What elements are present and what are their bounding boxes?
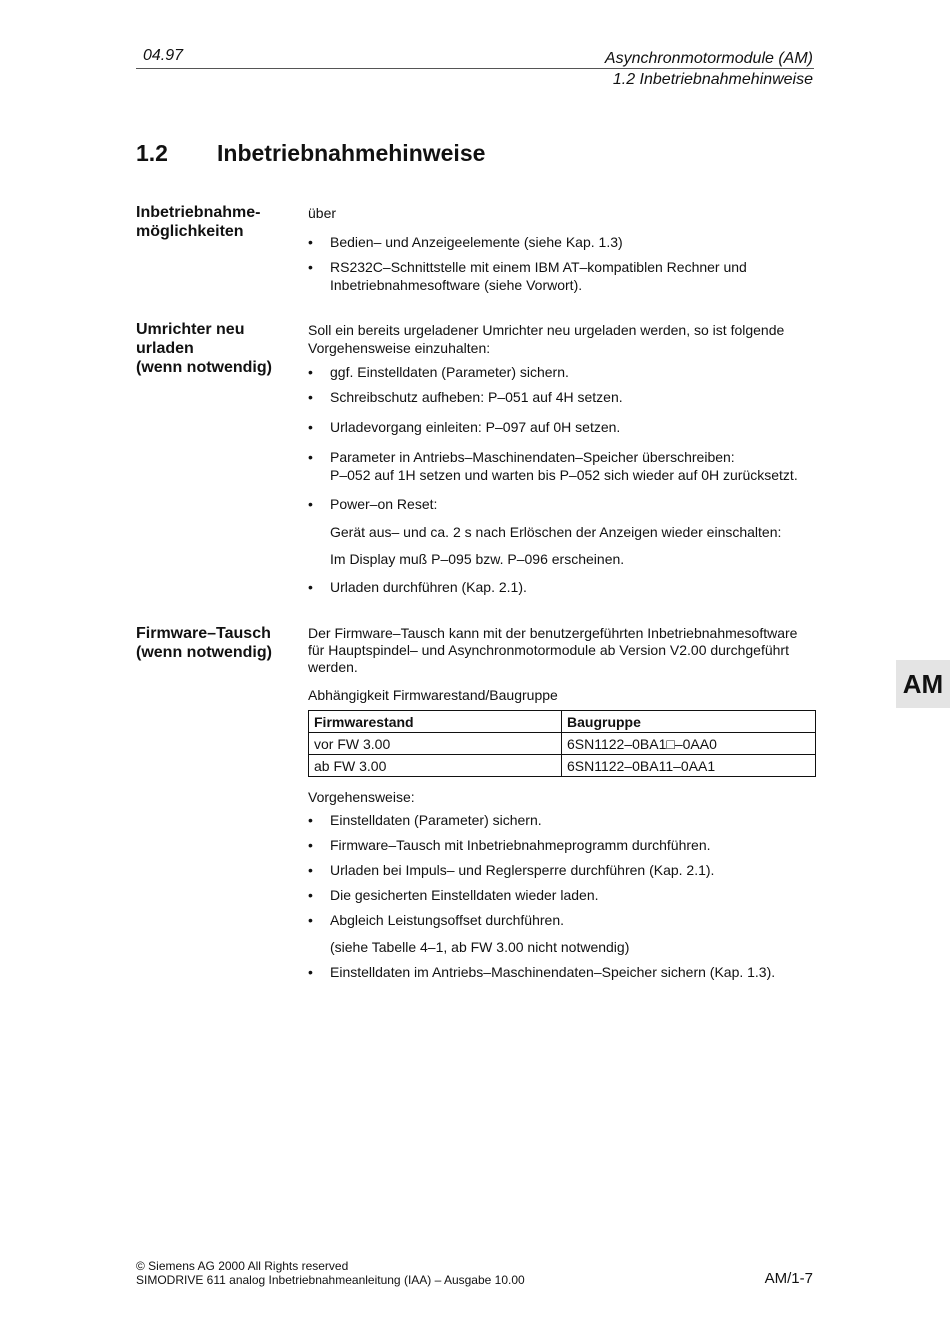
bullet-icon: • xyxy=(308,389,313,405)
side-heading-line: Firmware–Tausch xyxy=(136,625,271,642)
table-cell: 6SN1122–0BA11–0AA1 xyxy=(562,755,816,777)
power-on-detail: Gerät aus– und ca. 2 s nach Erlöschen der Anzeigen wieder einschalten: xyxy=(330,524,782,540)
table-caption: Abhängigkeit Firmwarestand/Baugruppe xyxy=(308,687,558,703)
list-item-text: Inbetriebnahmesoftware (siehe Vorwort). xyxy=(330,277,583,293)
side-heading-firmware xyxy=(136,624,296,662)
side-heading-line: Umrichter neu xyxy=(136,321,245,338)
side-heading-line: urladen xyxy=(136,340,194,357)
list-item-text: RS232C–Schnittstelle mit einem IBM AT–kompatiblen Rechner und xyxy=(330,259,747,275)
list-item-text: Urladen bei Impuls– und Reglersperre durchführen (Kap. 2.1). xyxy=(330,862,715,878)
bullet-icon: • xyxy=(308,812,313,828)
list-item-text: P–052 auf 1H setzen und warten bis P–052 sich wieder auf 0H zurücksetzt. xyxy=(330,467,798,483)
header-date: 04.97 xyxy=(143,47,184,64)
procedure-label: Vorgehensweise: xyxy=(308,789,415,805)
list-item-text: Urladen durchführen (Kap. 2.1). xyxy=(330,579,527,595)
table-cell: 6SN1122–0BA1□–0AA0 xyxy=(562,733,816,755)
block2-intro xyxy=(308,321,818,357)
bullet-icon: • xyxy=(308,449,313,465)
chapter-tab: AM xyxy=(896,660,950,708)
footer-page-number: AM/1-7 xyxy=(764,1270,813,1287)
side-heading-line: Inbetriebnahme- xyxy=(136,204,261,221)
list-item-text: Schreibschutz aufheben: P–051 auf 4H setzen. xyxy=(330,389,623,405)
bullet-icon: • xyxy=(308,259,313,275)
bullet-icon: • xyxy=(308,912,313,928)
intro-line: werden. xyxy=(308,659,358,675)
footer-copyright: © Siemens AG 2000 All Rights reserved xyxy=(136,1259,349,1273)
list-item-text: Abgleich Leistungsoffset durchführen. xyxy=(330,912,565,928)
section-title: Inbetriebnahmehinweise xyxy=(217,140,486,166)
header-rule xyxy=(136,68,814,69)
header-chapter: Asynchronmotormodule (AM) xyxy=(604,50,813,67)
list-item-text: Bedien– und Anzeigeelemente (siehe Kap. 1.3) xyxy=(330,234,623,250)
list-item-text: ggf. Einstelldaten (Parameter) sichern. xyxy=(330,364,569,380)
bullet-icon: • xyxy=(308,419,313,435)
table-header-row xyxy=(309,711,816,733)
bullet-icon: • xyxy=(308,862,313,878)
bullet-icon: • xyxy=(308,234,313,250)
bullet-icon: • xyxy=(308,579,313,595)
bullet-icon: • xyxy=(308,887,313,903)
intro-line: Der Firmware–Tausch kann mit der benutzergeführten Inbetriebnahmesoftware xyxy=(308,625,798,641)
list-item-text: Einstelldaten (Parameter) sichern. xyxy=(330,812,542,828)
table-cell: vor FW 3.00 xyxy=(309,733,562,755)
side-heading-umrichter xyxy=(136,320,296,377)
list-item-text: Firmware–Tausch mit Inbetriebnahmeprogramm durchführen. xyxy=(330,837,711,853)
firmware-table xyxy=(308,710,816,777)
side-heading-line: (wenn notwendig) xyxy=(136,644,272,661)
block3-intro xyxy=(308,625,818,676)
list-item-text: Power–on Reset: xyxy=(330,496,438,512)
side-heading-inbetriebnahme xyxy=(136,203,296,241)
side-heading-line: (wenn notwendig) xyxy=(136,359,272,376)
intro-line: Soll ein bereits urgeladener Umrichter neu urgeladen werden, so ist folgende xyxy=(308,322,785,338)
list-item-text: Parameter in Antriebs–Maschinendaten–Speicher überschreiben: xyxy=(330,449,735,465)
side-heading-line: möglichkeiten xyxy=(136,223,244,240)
list-item-text: Urladevorgang einleiten: P–097 auf 0H setzen. xyxy=(330,419,621,435)
list-item-text: Einstelldaten im Antriebs–Maschinendaten–Speicher sichern (Kap. 1.3). xyxy=(330,964,776,980)
section-number: 1.2 xyxy=(136,140,168,166)
bullet-icon: • xyxy=(308,964,313,980)
table-row xyxy=(309,733,816,755)
bullet-icon: • xyxy=(308,364,313,380)
list-item-text: Die gesicherten Einstelldaten wieder laden. xyxy=(330,887,599,903)
table-cell: ab FW 3.00 xyxy=(309,755,562,777)
power-on-detail: Im Display muß P–095 bzw. P–096 erscheinen. xyxy=(330,551,625,567)
bullet-icon: • xyxy=(308,837,313,853)
table-header-cell: Baugruppe xyxy=(562,711,816,733)
header-section: 1.2 Inbetriebnahmehinweise xyxy=(612,71,813,88)
block1-intro: über xyxy=(308,205,337,221)
intro-line: für Hauptspindel– und Asynchronmotormodule ab Version V2.00 durchgeführt xyxy=(308,642,789,658)
table-header-cell: Firmwarestand xyxy=(309,711,562,733)
bullet-icon: • xyxy=(308,496,313,512)
table-row xyxy=(309,755,816,777)
intro-line: Vorgehensweise einzuhalten: xyxy=(308,340,491,356)
abgleich-note: (siehe Tabelle 4–1, ab FW 3.00 nicht notwendig) xyxy=(330,939,630,955)
footer-document: SIMODRIVE 611 analog Inbetriebnahmeanleitung (IAA) – Ausgabe 10.00 xyxy=(136,1273,525,1287)
